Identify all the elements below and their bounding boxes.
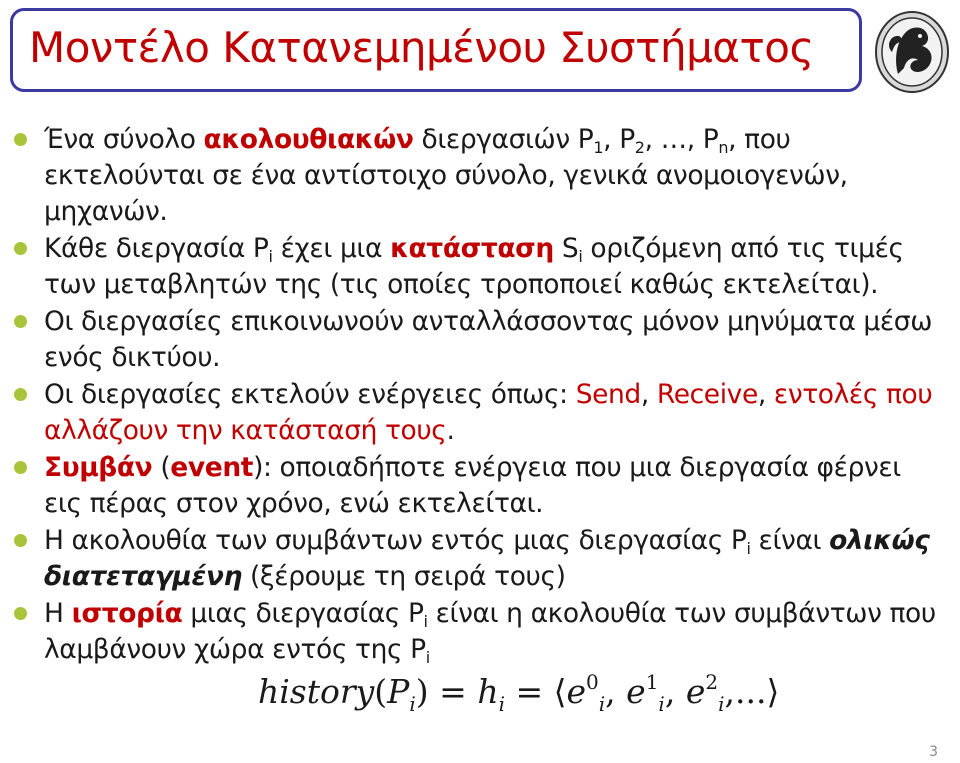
bullet-text: Οι διεργασίες εκτελούν ενέργειες όπως:	[44, 379, 576, 410]
formula-comma: ,	[664, 672, 686, 711]
bullet-item	[14, 377, 944, 449]
bullet-text: μιας διεργασίας P	[182, 598, 424, 629]
bullet-text: οριζόμενη από τις τιμές των μεταβλητών της (τις οποίες τροποποιεί καθώς εκτελείται).	[44, 233, 904, 300]
action-state-change: εντολές που αλλάζουν την κατάστασή τους	[44, 379, 933, 446]
formula-equals: =	[504, 672, 554, 711]
subscript: 2	[634, 138, 645, 157]
page-number: 3	[929, 744, 938, 760]
keyword-event-en: event	[170, 452, 254, 483]
bullet-list	[14, 122, 944, 669]
bullet-text: Η ακολουθία των συμβάντων εντός μιας διεργασίας P	[44, 525, 747, 556]
bullet-text: ,	[640, 379, 657, 410]
formula-P: P	[387, 672, 410, 711]
bullet-text: (	[152, 452, 171, 483]
bullet-text: ,	[757, 379, 774, 410]
formula-sub: i	[658, 692, 665, 716]
bullet-marker	[14, 388, 27, 401]
formula-sub: i	[598, 692, 606, 716]
formula-sup: 1	[645, 670, 659, 694]
bullet-text: .	[446, 415, 455, 446]
formula-langle: ⟨	[553, 672, 567, 711]
bullet-item	[14, 304, 944, 376]
bullet-text: Ένα σύνολο	[44, 124, 204, 155]
keyword-sequential: ακολουθιακών	[203, 124, 414, 155]
university-seal-icon	[872, 8, 952, 96]
bullet-text: είναι η ακολουθία των συμβάντων που λαμβάνουν χώρα εντός της P	[44, 598, 936, 665]
bullet-item	[14, 523, 944, 595]
keyword-history: ιστορία	[71, 598, 183, 629]
bullet-item	[14, 596, 944, 668]
formula-paren: (	[374, 672, 388, 711]
subscript: i	[578, 247, 583, 266]
bullet-text: , P	[603, 124, 635, 155]
formula-equals: ) =	[415, 672, 478, 711]
bullet-text: διεργασιών P	[413, 124, 594, 155]
bullet-text: S	[553, 233, 579, 264]
slide-title: Μοντέλο Κατανεμημένου Συστήματος	[29, 23, 814, 72]
formula-history: history	[258, 672, 375, 711]
title-frame	[10, 8, 862, 92]
action-send: Send	[575, 379, 641, 410]
bullet-marker	[14, 607, 27, 620]
subscript: n	[718, 138, 729, 157]
bullet-text: είναι	[750, 525, 830, 556]
subscript: i	[746, 539, 751, 558]
bullet-marker	[14, 315, 27, 328]
formula-comma: ,	[605, 672, 627, 711]
bullet-item	[14, 231, 944, 303]
bullet-marker	[14, 242, 27, 255]
formula-e: e	[685, 672, 706, 711]
formula-sub: i	[498, 692, 505, 716]
keyword-event-gr: Συμβάν	[44, 452, 153, 483]
bullet-text: έχει μια	[272, 233, 391, 264]
bullet-marker	[14, 534, 27, 547]
action-receive: Receive	[656, 379, 758, 410]
formula-e: e	[566, 672, 587, 711]
subscript: i	[425, 648, 430, 667]
keyword-state: κατάσταση	[390, 233, 554, 264]
bullet-text: Κάθε διεργασία P	[44, 233, 269, 264]
formula-sub: i	[718, 692, 725, 716]
bullet-marker	[14, 461, 27, 474]
formula-ellipsis: ,...	[724, 672, 767, 711]
bullet-text: , που εκτελούνται σε ένα αντίστοιχο σύνολο, γενικά ανομοιογενών, μηχανών.	[44, 124, 848, 227]
bullet-marker	[14, 133, 27, 146]
formula-sup: 2	[705, 670, 719, 694]
bullet-text: (ξέρουμε τη σειρά τους)	[241, 561, 566, 592]
bullet-text: Η	[44, 598, 72, 629]
formula-e: e	[626, 672, 646, 711]
bullet-text: ): οποιαδήποτε ενέργεια που μια διεργασία φέρνει εις πέρας στον χρόνο, ενώ εκτελείται.	[44, 452, 901, 519]
subscript: i	[423, 612, 428, 631]
subscript: 1	[593, 138, 604, 157]
bullet-item	[14, 450, 944, 522]
formula-sub: i	[409, 692, 416, 716]
bullet-text: , …, P	[644, 124, 719, 155]
bullet-text: Οι διεργασίες επικοινωνούν ανταλλάσσοντας μόνον μηνύματα μέσω ενός δικτύου.	[44, 306, 932, 373]
bullet-item	[14, 122, 944, 230]
keyword-totally-ordered: ολικώς διατεταγμένη	[44, 525, 930, 592]
formula-rangle: ⟩	[766, 672, 780, 711]
subscript: i	[268, 247, 273, 266]
formula-h: h	[477, 672, 499, 711]
history-formula	[258, 670, 780, 716]
formula-sup: 0	[586, 670, 599, 694]
